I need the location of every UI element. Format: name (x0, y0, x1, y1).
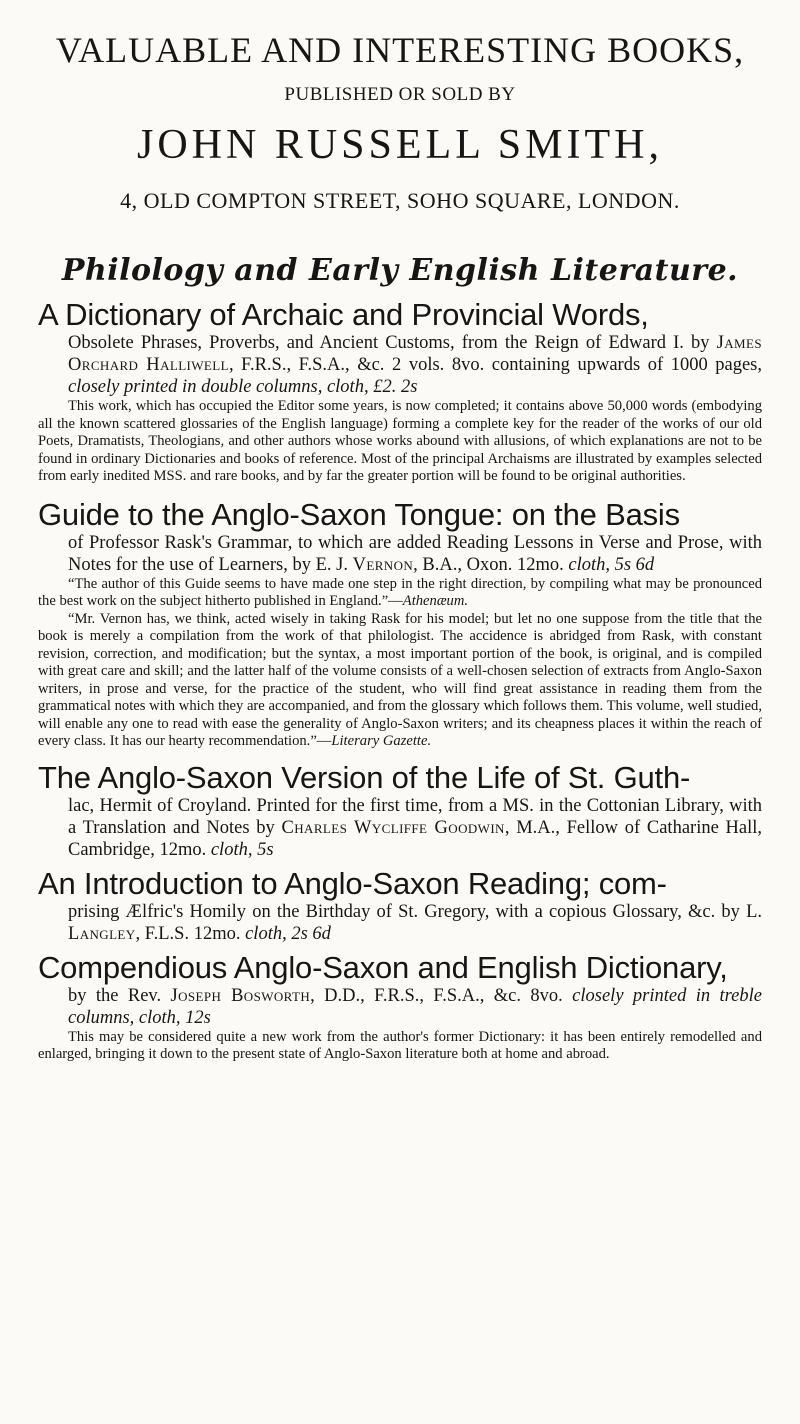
book-title: The Anglo-Saxon Version of the Life of St. Guth- (38, 759, 691, 795)
author-name: Charles Wycliffe Goodwin (281, 817, 505, 838)
book-description (38, 532, 762, 576)
book-title: An Introduction to Anglo-Saxon Reading; com- (38, 865, 667, 901)
book-format: cloth, (210, 839, 253, 860)
published-by-line: PUBLISHED OR SOLD BY (284, 84, 516, 105)
book-format: cloth, (568, 554, 610, 575)
book-description (38, 901, 762, 945)
author-name: James Orchard Halliwell (68, 333, 762, 375)
book-entry-anglo-saxon-guide (38, 498, 762, 751)
book-title: Compendious Anglo-Saxon and English Dictionary, (38, 949, 728, 985)
book-note: This work, which has occupied the Editor some years, is now completed; it contains above 50,000 words (embodying all the known scattered glossaries of the English language) forming a complete key for the reader of the works of our old Poets, Dramatists, Theologians, and other authors whose works abound with allusions, of which explanations are not to be found in ordinary Dictionaries and books of reference. Most of the principal Archaisms are illustrated by examples selected from early inedited MSS. and rare books, and by far the greater portion will be found to be original authorities. (38, 398, 762, 484)
catalogue-heading: VALUABLE AND INTERESTING BOOKS, (55, 30, 745, 70)
book-entry-anglo-saxon-reading (38, 867, 762, 945)
book-price: £2. 2s (368, 377, 418, 397)
description-text: lac, Hermit of Croyland. Printed for the first time, from a MS. in the Cottonian Library, with a Translation and Notes by (68, 795, 762, 838)
book-format: cloth, (245, 923, 287, 944)
description-text: Obsolete Phrases, Proverbs, and Ancient Customs, from the Reign of Edward I. by (68, 333, 717, 353)
book-title: A Dictionary of Archaic and Provincial Words, (38, 297, 649, 332)
book-price: 5s (252, 839, 274, 860)
author-name: Joseph Bosworth (170, 985, 311, 1006)
book-entry-life-of-guthlac (38, 761, 762, 861)
book-price: 12s (180, 1007, 211, 1028)
section-heading: Philology and Early English Literature. (61, 253, 739, 288)
description-text: , D.D., F.R.S., F.S.A., &c. 8vo. (310, 985, 573, 1006)
description-text: prising Ælfric's Homily on the Birthday of St. Gregory, with a copious Glossary, &c. by L. (68, 901, 762, 922)
book-price: 2s 6d (286, 923, 331, 944)
book-format: closely printed in double columns, cloth, (68, 377, 369, 397)
review-quote (38, 576, 762, 611)
book-entry-archaic-dictionary (38, 298, 762, 486)
review-text: “Mr. Vernon has, we think, acted wisely in taking Rask for his model; but let no one suppose from the title that the book is merely a compilation from the work of that philologist. The accidence is abridged from Rask, with constant revision, correction, and modification; but the syntax, a most important portion of the book, is original, and is compiled with great care and skill; and the latter half of the volume consists of a well-chosen selection of extracts from Anglo-Saxon writers, in prose and verse, for the practice of the student, who will find great assistance in reading them from the grammatical notes with which they are accompanied, and from the glossary which follows them. This volume, well studied, will enable any one to read with ease the generality of Anglo-Saxon writers; and its cheapness places it within the reach of every class. It has our hearty recommendation.”— (38, 610, 762, 749)
description-text: , M.A., Fellow of Catharine Hall, Cambridge, 12mo. (68, 817, 762, 860)
book-title: Guide to the Anglo-Saxon Tongue: on the Basis (38, 496, 680, 532)
book-note: This may be considered quite a new work from the author's former Dictionary: it has been entirely remodelled and enlarged, bringing it down to the present state of Anglo-Saxon literature both at home and abroad. (38, 1028, 762, 1062)
review-source: Literary Gazette. (331, 733, 432, 749)
book-entry-compendious-dictionary (38, 951, 762, 1064)
catalogue-page (0, 30, 800, 1424)
book-description (38, 985, 762, 1029)
author-name: Langley (68, 923, 136, 944)
review-text: “The author of this Guide seems to have made one step in the right direction, by compiling what may be pronounced the best work on the subject hitherto published in England.”— (38, 575, 762, 609)
book-description (38, 332, 762, 398)
book-description (38, 795, 762, 861)
description-text: of Professor Rask's Grammar, to which are added Reading Lessons in Verse and Prose, with Notes for the use of Learners, by E. J. (68, 532, 762, 575)
book-price: 5s 6d (609, 554, 655, 575)
description-text: by the Rev. (68, 985, 171, 1006)
review-source: Athenæum. (402, 593, 469, 609)
author-name: Vernon (352, 554, 414, 575)
publisher-address: 4, OLD COMPTON STREET, SOHO SQUARE, LONDON. (120, 188, 680, 213)
book-format: closely printed in treble columns, cloth, (68, 985, 762, 1028)
description-text: , F.R.S., F.S.A., &c. 2 vols. 8vo. containing upwards of 1000 pages, (228, 355, 763, 375)
publisher-name: JOHN RUSSELL SMITH, (137, 122, 663, 168)
review-quote (38, 611, 762, 751)
description-text: , F.L.S. 12mo. (135, 923, 246, 944)
description-text: , B.A., Oxon. 12mo. (413, 554, 569, 575)
